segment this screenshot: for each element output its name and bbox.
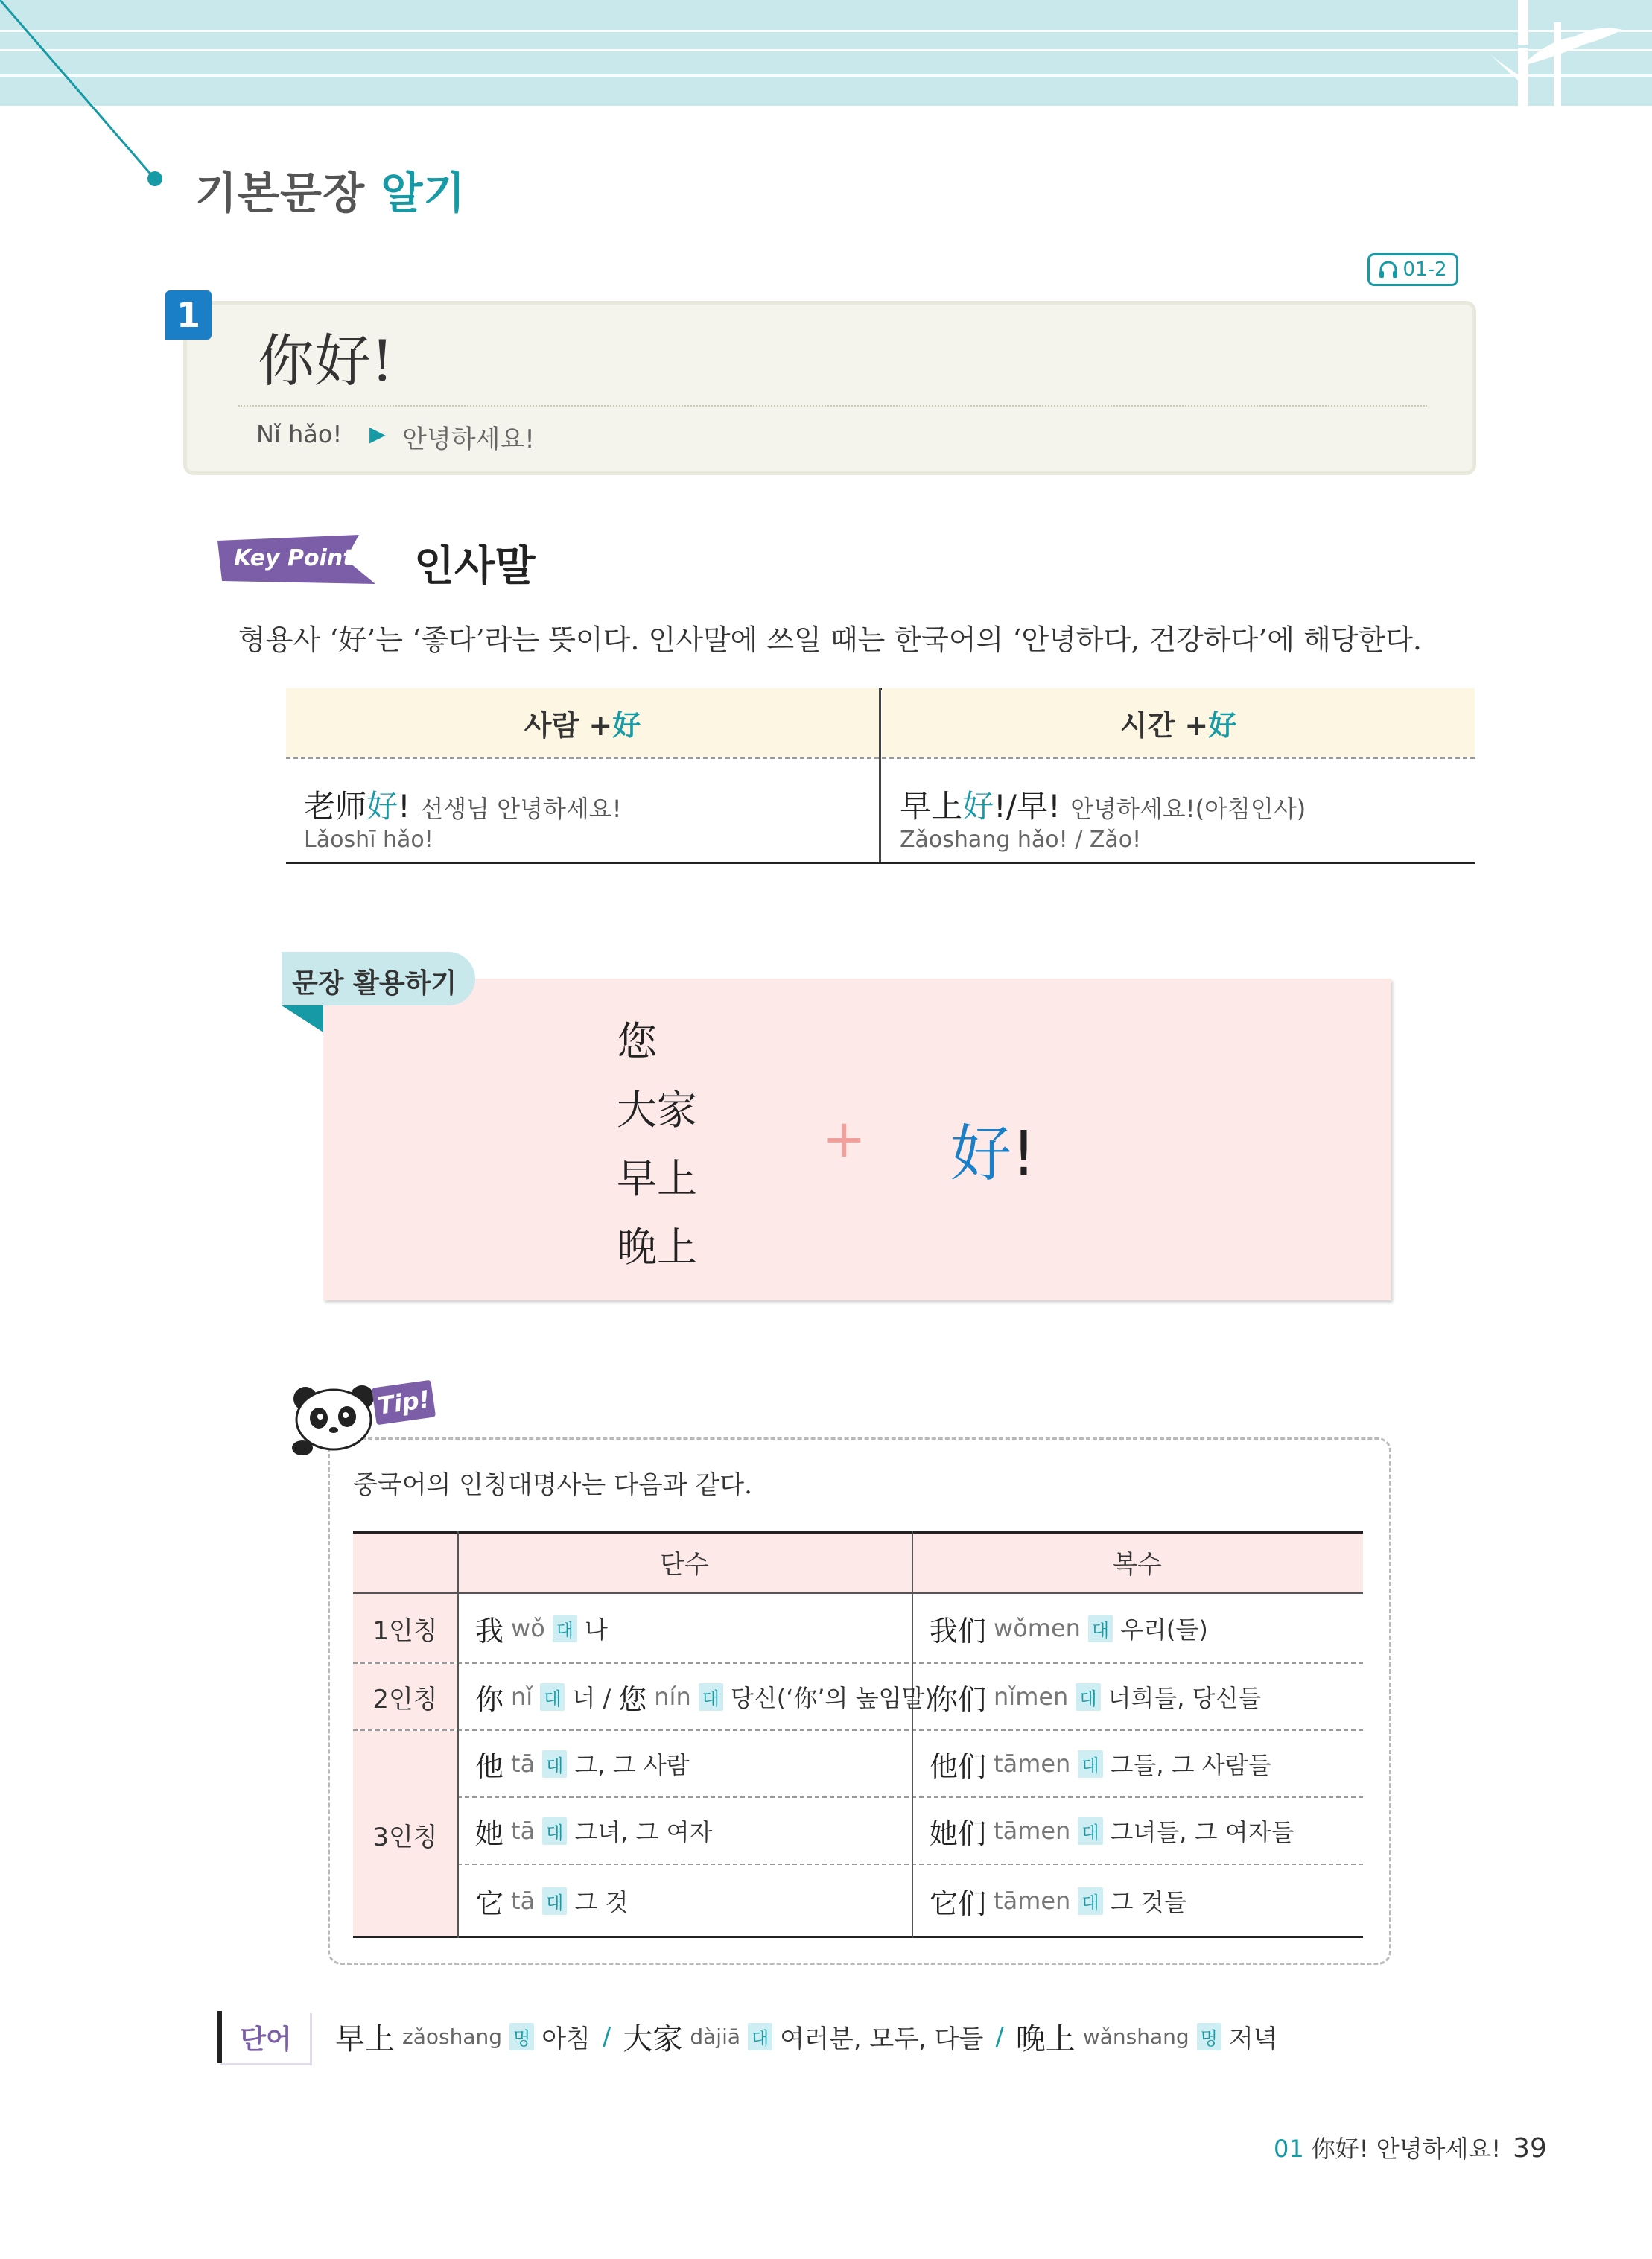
usage-result-suffix: !	[1011, 1119, 1036, 1189]
header-accent: 好	[1208, 708, 1237, 742]
sentence-number-badge: 1	[165, 290, 212, 340]
pronoun-korean: 너희들, 당신들	[1108, 1684, 1262, 1712]
chapter-title: 你好! 안녕하세요!	[1311, 2135, 1502, 2163]
sentence-pinyin: Nǐ hǎo!	[256, 420, 343, 448]
pronoun-pinyin: wǒ	[511, 1614, 545, 1642]
pos-tag: 대	[1088, 1615, 1113, 1642]
table-column-divider	[912, 1531, 913, 1938]
pronoun-singular	[475, 1664, 934, 1729]
vocab-pinyin: wǎnshang	[1082, 2024, 1189, 2049]
pronoun-singular	[475, 1865, 628, 1936]
vocab-pinyin: zǎoshang	[402, 2024, 502, 2049]
header-accent: 好	[612, 708, 641, 742]
zh-text: !	[398, 788, 410, 825]
usage-tab-label: 문장 활용하기	[292, 968, 457, 999]
tip-text: 중국어의 인칭대명사는 다음과 같다.	[353, 1470, 752, 1500]
greeting-table	[286, 688, 1475, 867]
pos-tag: 대	[748, 2023, 772, 2050]
pronoun-plural	[930, 1798, 1294, 1864]
cell-pinyin: Lǎoshī hǎo!	[304, 827, 433, 853]
pronoun-pinyin: nǐmen	[994, 1683, 1069, 1711]
zh-accent: 好	[366, 788, 398, 825]
vocab-list	[335, 2015, 1278, 2058]
pos-tag: 대	[1076, 1683, 1100, 1711]
pronoun-korean: 우리(들)	[1120, 1615, 1208, 1644]
pos-tag: 대	[1078, 1817, 1102, 1845]
pronoun-zh: 你	[475, 1683, 504, 1716]
plus-sign: +	[822, 1108, 866, 1169]
pronoun-korean: 그녀, 그 여자	[574, 1818, 713, 1846]
sentence-chinese: 你好!	[258, 328, 394, 394]
pronoun-zh: 它	[475, 1887, 504, 1920]
usage-word: 您	[617, 1018, 657, 1065]
pronoun-pinyin: nǐ	[511, 1683, 533, 1711]
table-column-divider	[457, 1531, 459, 1938]
page-number: 39	[1513, 2133, 1547, 2164]
pronoun-plural	[930, 1731, 1271, 1796]
pronoun-pinyin: tā	[511, 1817, 536, 1845]
pronoun-pinyin: tāmen	[994, 1887, 1071, 1915]
table-header: 복수	[1113, 1549, 1162, 1580]
vocab-korean: 저녁	[1228, 2024, 1278, 2054]
pronoun-pinyin: tā	[511, 1750, 536, 1778]
pos-tag: 대	[540, 1683, 565, 1711]
cell-korean: 안녕하세요!(아침인사)	[1070, 795, 1306, 823]
usage-tab-fold	[282, 1005, 323, 1032]
pos-tag: 대	[542, 1887, 567, 1915]
usage-result	[950, 1105, 1036, 1192]
pronoun-korean: 나	[584, 1615, 608, 1644]
tip-label: Tip!	[372, 1380, 436, 1426]
pronoun-korean: 그들, 그 사람들	[1110, 1751, 1271, 1779]
person-label: 2인칭	[353, 1664, 457, 1729]
pos-tag: 명	[1197, 2023, 1221, 2050]
vocab-badge: 단어	[217, 2011, 310, 2063]
pos-tag: 대	[542, 1750, 567, 1778]
pronoun-singular	[475, 1731, 690, 1796]
person-label: 1인칭	[353, 1594, 457, 1662]
table-header	[882, 688, 1475, 757]
table-rule	[353, 1936, 1363, 1938]
pronoun-korean: 그 것들	[1110, 1888, 1187, 1916]
band-stripe	[0, 30, 1652, 32]
section-title-prefix: 기본문장	[195, 168, 366, 218]
sentence-korean: 안녕하세요!	[402, 425, 535, 454]
corner-diagonal-line	[0, 0, 171, 194]
pronoun-zh: 你们	[930, 1683, 987, 1716]
pronoun-zh: 您	[618, 1683, 647, 1716]
pronoun-korean: 너 /	[572, 1684, 611, 1712]
pronoun-table	[353, 1531, 1363, 1938]
pronoun-pinyin: tā	[511, 1887, 536, 1915]
pos-tag: 대	[699, 1683, 723, 1711]
pos-tag: 대	[553, 1615, 577, 1642]
usage-word: 大家	[617, 1087, 697, 1134]
pos-tag: 대	[542, 1817, 567, 1845]
band-stripe	[0, 74, 1652, 77]
pronoun-zh: 他们	[930, 1750, 987, 1783]
bamboo-decoration	[1488, 0, 1652, 106]
vocab-zh: 大家	[623, 2022, 683, 2056]
pronoun-zh: 她	[475, 1817, 504, 1850]
zh-text: !/早!	[994, 788, 1061, 825]
vocab-zh: 晚上	[1015, 2022, 1076, 2056]
headphones-icon	[1379, 261, 1398, 279]
header-text: 시간 +	[1119, 708, 1209, 742]
page-footer	[1274, 2130, 1547, 2164]
table-header: 단수	[660, 1549, 709, 1580]
pronoun-pinyin: wǒmen	[994, 1614, 1081, 1642]
vocab-separator: /	[602, 2021, 611, 2052]
header-text: 사람 +	[524, 708, 613, 742]
table-header	[286, 688, 879, 757]
pronoun-korean: 그, 그 사람	[574, 1751, 690, 1779]
pronoun-zh: 它们	[930, 1887, 987, 1920]
vocab-korean: 여러분, 모두, 다들	[780, 2024, 984, 2054]
header-band	[0, 0, 1652, 106]
keypoint-title: 인사말	[414, 542, 536, 591]
cell-korean: 선생님 안녕하세요!	[420, 795, 622, 823]
zh-text: 老师	[304, 788, 367, 825]
usage-result-word: 好	[950, 1119, 1012, 1189]
pronoun-plural	[930, 1664, 1261, 1729]
chapter-number: 01	[1274, 2135, 1304, 2163]
play-arrow-icon: ▶	[369, 422, 386, 446]
table-cell	[286, 760, 879, 862]
vocab-korean: 아침	[541, 2024, 591, 2054]
pronoun-plural	[930, 1865, 1186, 1936]
pronoun-zh: 他	[475, 1750, 504, 1783]
vocab-zh: 早上	[335, 2022, 395, 2056]
divider	[238, 405, 1427, 407]
pronoun-pinyin: tāmen	[994, 1750, 1071, 1778]
pronoun-korean: 당신(‘你’의 높임말)	[730, 1684, 934, 1712]
usage-word: 晚上	[617, 1224, 697, 1271]
table-column-divider	[879, 688, 881, 864]
pronoun-zh: 她们	[930, 1817, 987, 1850]
pos-tag: 대	[1078, 1887, 1102, 1915]
pronoun-korean: 그 것	[574, 1888, 629, 1916]
pronoun-pinyin: tāmen	[994, 1817, 1071, 1845]
pronoun-zh: 我们	[930, 1614, 987, 1648]
person-label: 3인칭	[353, 1731, 457, 1938]
band-stripe	[0, 49, 1652, 51]
pronoun-zh: 我	[475, 1614, 504, 1648]
section-title	[195, 158, 466, 220]
audio-track-label: 01-2	[1402, 258, 1447, 281]
vocab-separator: /	[995, 2021, 1004, 2052]
section-title-accent: 알기	[381, 168, 466, 218]
cell-chinese	[304, 782, 622, 827]
pronoun-plural	[930, 1594, 1208, 1662]
table-rule	[286, 862, 1475, 864]
pronoun-singular	[475, 1594, 608, 1662]
cell-pinyin: Zǎoshang hǎo! / Zǎo!	[900, 827, 1142, 853]
pronoun-korean: 그녀들, 그 여자들	[1110, 1818, 1294, 1846]
pos-tag: 대	[1078, 1750, 1102, 1778]
pos-tag: 명	[509, 2023, 534, 2050]
usage-word: 早上	[617, 1155, 697, 1202]
keypoint-description: 형용사 ‘好’는 ‘좋다’라는 뜻이다. 인사말에 쓰일 때는 한국어의 ‘안녕하다, 건강하다’에 해당한다.	[238, 623, 1422, 656]
table-cell	[882, 760, 1475, 862]
cell-chinese	[900, 782, 1306, 827]
vocab-pinyin: dàjiā	[690, 2024, 741, 2049]
pronoun-singular	[475, 1798, 712, 1864]
pronoun-pinyin: nín	[654, 1683, 691, 1711]
zh-accent: 好	[962, 788, 994, 825]
keypoint-label: Key Point	[234, 545, 354, 571]
zh-text: 早上	[900, 788, 963, 825]
audio-track-button[interactable]	[1367, 253, 1458, 286]
